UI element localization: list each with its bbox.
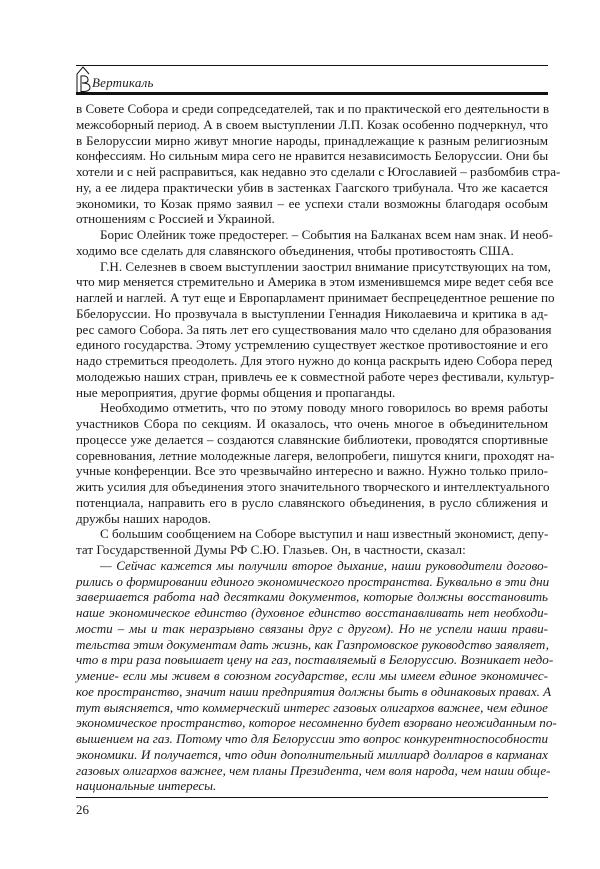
paragraph — [76, 258, 555, 401]
text-line: рес самого Собора. За пять лет его существования мало что сделано для образования — [76, 321, 552, 337]
text-line: экономики, то Козак прямо заявил – ее успехи стали возможны благодаря особым — [76, 195, 548, 211]
text-line: хотели и с ней расправиться, как недавно это сделали с Югославией – разбомбив стра- — [76, 164, 561, 179]
text-line: тельства этим документам дать жизнь, как Газпромовское руководство заявляет, — [76, 636, 549, 652]
text-line: газовых олигархов важнее, чем планы Президента, чем воля народа, чем наши обще- — [76, 762, 551, 778]
text-line: дружбы наших народов. — [76, 510, 211, 526]
header-rule-thick — [76, 92, 548, 95]
text-line: в Белоруссии мирно живут многие народы, принадлежащие к разным религиозным — [76, 132, 548, 148]
paragraph — [76, 101, 561, 227]
text-line: отношениям с Россией и Украиной. — [76, 211, 275, 227]
text-line: умение- если мы живем в союзном государстве, если мы имеем единое экономичес- — [76, 668, 548, 683]
text-line: Необходимо отметить, что по этому поводу много говорилось во время работы — [100, 400, 548, 416]
text-line: тут выясняется, что коммерческий интерес газовых олигархов важнее, чем единое — [76, 699, 548, 715]
quote-paragraph — [76, 557, 557, 794]
text-line: учные конференции. Все это чрезвычайно интересно и важно. Нужно только прило- — [76, 463, 548, 479]
text-line: молодежью наших стран, привлечь ее к совместной работе через фестивали, культур- — [76, 368, 555, 384]
text-line: мости – мы и так неразрывно связаны друг с другом). Но не успели наши прави- — [76, 620, 548, 636]
text-line: что мир меняется стремительно и Америка в этом изменившемся мире ведет себя все — [76, 274, 554, 290]
text-line: ные мероприятия, другие формы общения и пропаганды. — [76, 384, 396, 400]
text-line: процессе уже делается – создаются славянские библиотеки, проводятся спортивные — [76, 431, 548, 447]
text-line: Борис Олейник тоже предостерег. – События на Балканах всем нам знак. И необ- — [100, 227, 553, 242]
footer-rule — [76, 797, 548, 798]
text-line: ходимо все сделать для славянского объединения, чтобы противостоять США. — [76, 242, 514, 258]
text-line: Г.Н. Селезнев в своем выступлении заострил внимание присутствующих на том, — [100, 258, 551, 274]
text-line: жить усилия для объединения этого значительного творческого и интеллектуального — [76, 479, 550, 494]
paragraph — [76, 526, 548, 558]
text-line: единого государства. Этому устремлению существует жесткое противостояние и его — [76, 337, 548, 353]
paragraph — [76, 227, 553, 259]
page-number: 26 — [76, 802, 89, 817]
text-line: кое пространство, значит наши предприятия должны быть в одинаковых правах. А — [76, 683, 552, 699]
text-line: межсоборный период. А в своем выступлении Л.П. Козак особенно подчеркнул, что — [76, 116, 548, 132]
text-line: национальные интересы. — [76, 778, 217, 794]
text-line: Ббелоруссии. Но прозвучала в выступлении Геннадия Николаевича и критика в ад- — [76, 305, 548, 321]
text-line: конфессиям. Но сильным мира сего не нравится независимость Белоруссии. Они бы — [76, 148, 549, 164]
text-line: надо стремиться преодолеть. Для этого нужно до конца раскрыть идею Собора перед — [76, 353, 553, 368]
text-line: соревнования, летние молодежные лагеря, велопробеги, пишутся книги, проходят на- — [76, 447, 555, 463]
text-line: рились о формировании единого экономического пространства. Буквально в эти дни — [76, 573, 550, 589]
text-line: экономики. И получается, что один дополнительный миллиард долларов в карманах — [76, 746, 548, 762]
text-line: вышением на газ. Потому что для Белоруссии это вопрос конкурентноспособности — [76, 731, 548, 746]
text-line: ну, а ее лидера практически убив в застенках Гаагского трибунала. Что же касается — [76, 179, 548, 195]
article-body — [76, 101, 561, 794]
journal-logo — [76, 66, 196, 92]
text-line: С большим сообщением на Соборе выступил и наш известный экономист, депу- — [100, 526, 549, 542]
text-line: что в три раза повышает цену на газ, поставляемый в Белоруссию. Возникает недо- — [76, 652, 554, 668]
text-line: в Совете Собора и среди сопредседателей, так и по практической его деятельности в — [76, 101, 550, 116]
text-line: — Сейчас кажется мы получили второе дыхание, наши руководители догово- — [100, 557, 548, 573]
text-line: наше экономическое единство (духовное единство восстанавливать нет необходи- — [76, 605, 548, 620]
text-line: участников Сбора по секциям. И оказалось, что очень многое в объединительном — [76, 416, 548, 431]
journal-title: Вертикаль — [92, 75, 154, 90]
text-line: тат Государственной Думы РФ С.Ю. Глазьев. Он, в частности, сказал: — [76, 542, 466, 557]
paragraph — [76, 400, 555, 526]
text-line: завершается работа над десятками документов, которые должны восстановить — [76, 589, 548, 605]
text-line: потенциала, направить его в русло славянского объединения, в русло сближения и — [76, 494, 548, 510]
text-line: наглей и наглей. А тут еще и Европарламент принимает беспрецедентное решение по — [76, 290, 555, 305]
text-line: экономическое пространство, которое несомненно будет взорвано неожиданным по- — [76, 715, 557, 731]
